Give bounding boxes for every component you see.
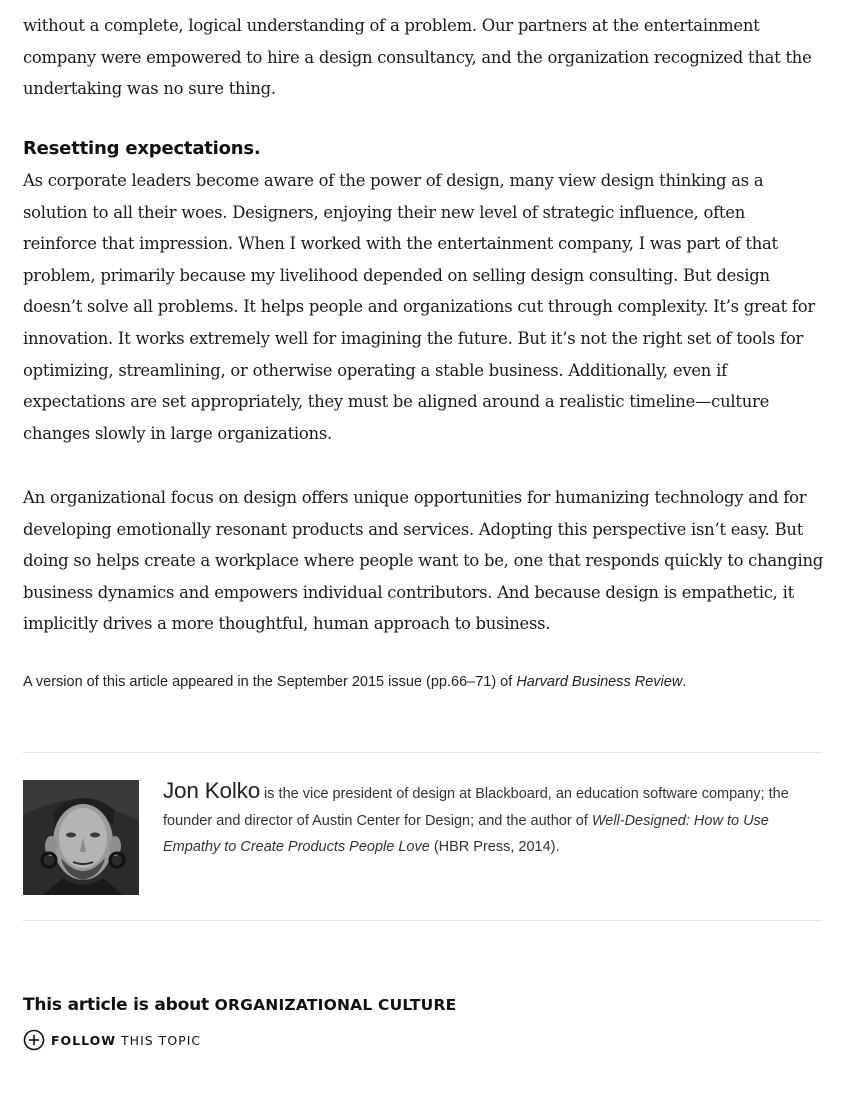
topic-name[interactable]: ORGANIZATIONAL CULTURE (214, 996, 457, 1014)
author-photo (23, 780, 139, 895)
version-note (23, 671, 823, 693)
version-note-end: . (682, 674, 687, 690)
article-paragraph: As corporate leaders become aware of the power of design, many view design thinking as a solution to all their woes. Designers, enjoying their new level of strategic influence, often reinforce that impression. When I worked with the entertainment company, I was part of that problem, primarily because my livelihood depended on selling design consulting. But design doesn’t solve all problems. It helps people and organizations cut through complexity. It’s great for innovation. It works extremely well for imagining the future. But it’s not the right set of tools for optimizing, streamlining, or otherwise operating a stable business. Additionally, even if expectations are set appropriately, they must be aligned around a realistic timeline—culture changes slowly in large organizations. (23, 171, 815, 443)
follow-label-rest: THIS TOPIC (116, 1032, 202, 1048)
follow-label-bold: FOLLOW (51, 1032, 117, 1048)
author-bio-text: is the vice president of design at Blackboard, an education software company; the founder and director of Austin Center for Design; and the author of (163, 786, 789, 829)
divider (23, 920, 822, 921)
section-heading: Resetting expectations. (23, 138, 261, 159)
book-title: Well-Designed: How to Use Empathy to Create Products People Love (163, 812, 769, 855)
publication-name: Harvard Business Review (516, 674, 683, 690)
author-bio (163, 778, 803, 861)
author-portrait-icon (23, 780, 139, 895)
topic-line (23, 995, 456, 1015)
topic-prefix: This article is about (23, 995, 215, 1015)
follow-topic-button[interactable] (23, 1029, 201, 1051)
plus-circle-icon (23, 1029, 45, 1051)
article-paragraph: An organizational focus on design offers unique opportunities for humanizing technology and for developing emotionally resonant products and services. Adopting this perspective isn’t easy. But doing so helps create a workplace where people want to be, one that responds quickly to changing business dynamics and empowers individual contributors. And because design is empathetic, it implicitly drives a more thoughtful, human approach to business. (23, 488, 824, 634)
version-note-text: A version of this article appeared in the September 2015 issue (pp.66–71) of (23, 674, 517, 690)
follow-label (51, 1033, 201, 1048)
author-name: Jon Kolko (163, 778, 261, 803)
divider (23, 752, 822, 753)
author-bio-end: (HBR Press, 2014). (429, 839, 560, 855)
article-paragraph: without a complete, logical understanding of a problem. Our partners at the entertainment company were empowered to hire a design consultancy, and the organization recognized that the undertaking was no sure thing. (23, 16, 812, 99)
